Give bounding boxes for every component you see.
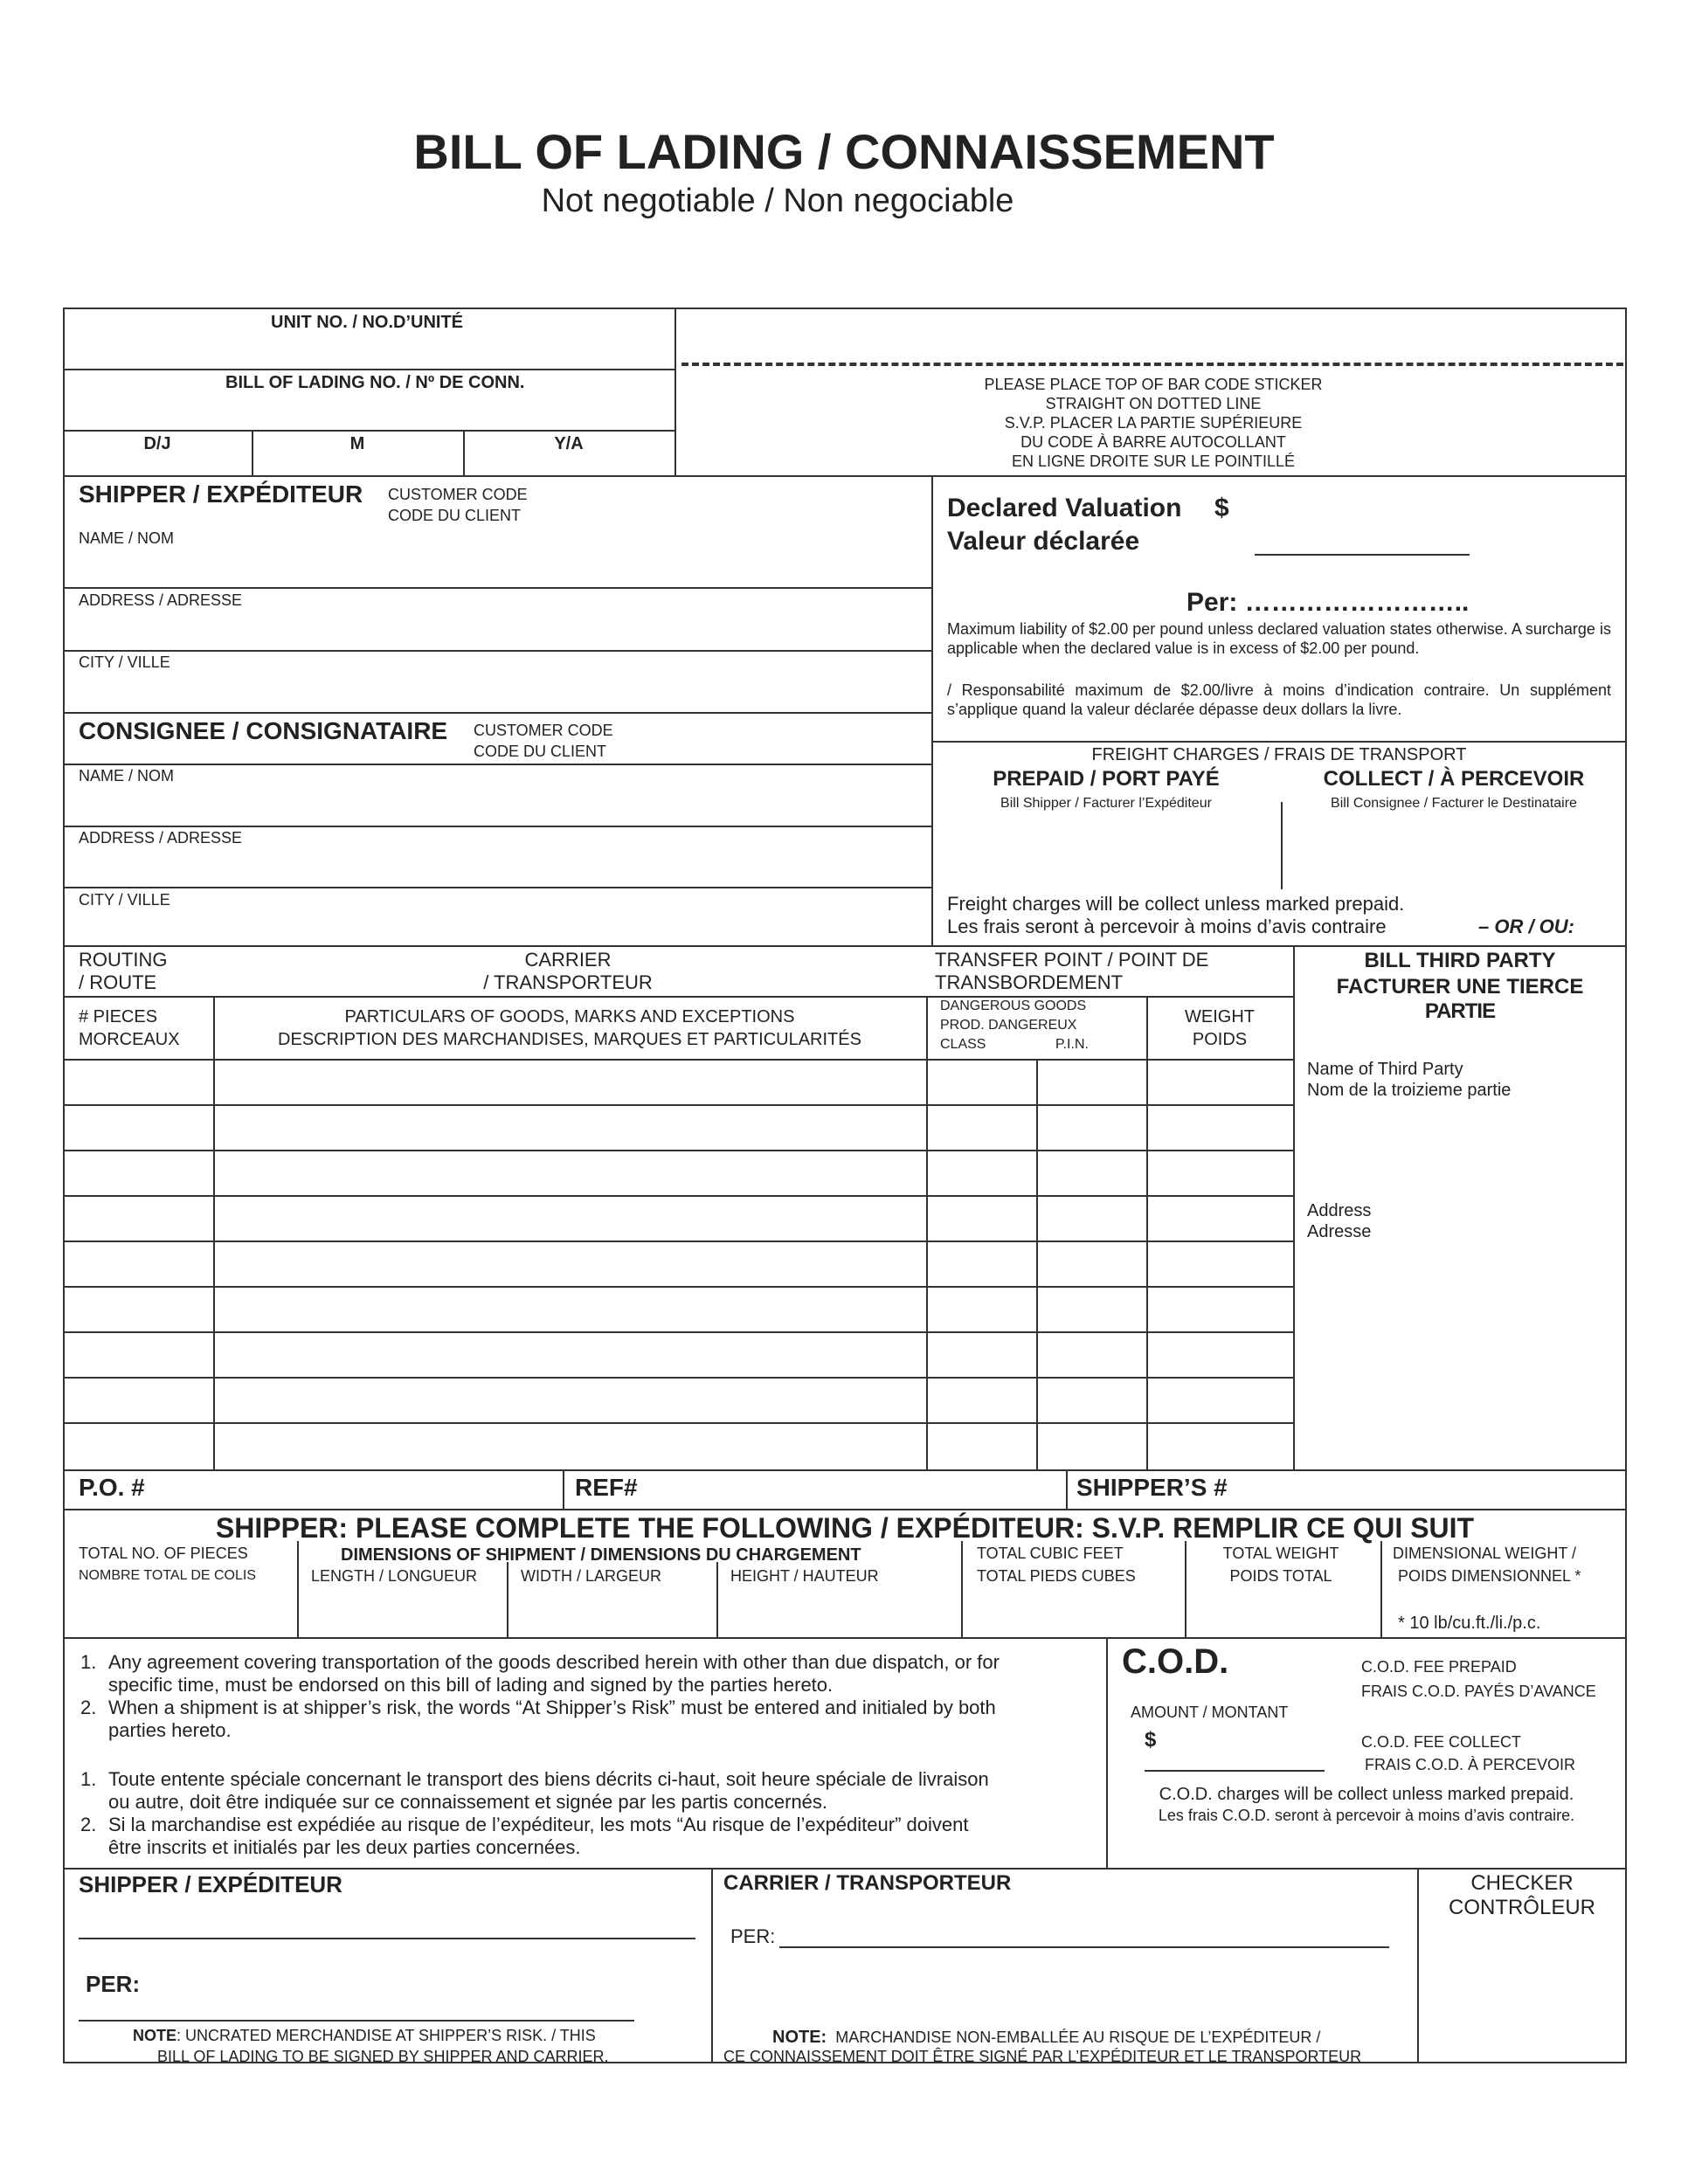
cod-note-fr: Les frais C.O.D. seront à percevoir à moins d’avis contraire. [1158, 1807, 1575, 1824]
valuation-per: Per: …………………….. [1186, 588, 1470, 617]
class-header: CLASS [940, 1037, 986, 1052]
consignee-customer-code-fr: CODE DU CLIENT [474, 743, 607, 760]
total-pieces-label-fr: NOMBRE TOTAL DE COLIS [79, 1568, 257, 1583]
complete-banner: SHIPPER: PLEASE COMPLETE THE FOLLOWING / EXPÉDITEUR: S.V.P. REMPLIR CE QUI SUIT [215, 1512, 1475, 1544]
sig-shipper-field[interactable] [79, 1903, 695, 1936]
shippers-no-field[interactable] [1251, 1473, 1622, 1506]
sig-carrier-per: PER: [730, 1925, 776, 1947]
freight-prepaid-sub: Bill Shipper / Facturer l’Expéditeur [1000, 796, 1212, 811]
page-title: BILL OF LADING / CONNAISSEMENT [413, 124, 1275, 179]
terms-en-2b: parties hereto. [108, 1719, 232, 1741]
total-pieces-field[interactable] [70, 1590, 292, 1634]
dim-weight-note: * 10 lb/cu.ft./li./p.c. [1398, 1614, 1541, 1633]
consignee-address-label: ADDRESS / ADRESSE [79, 829, 243, 847]
po-label: P.O. # [79, 1474, 145, 1501]
freight-collect-box[interactable] [1286, 819, 1622, 884]
cubic-feet-field[interactable] [966, 1590, 1180, 1634]
cod-amount-label: AMOUNT / MONTANT [1131, 1704, 1289, 1721]
cod-title: C.O.D. [1122, 1642, 1229, 1681]
sig-note-fr-line-1 [772, 2027, 1320, 2048]
height-label: HEIGHT / HAUTEUR [730, 1567, 879, 1585]
declared-valuation-label: Declared Valuation [947, 494, 1182, 522]
declared-valuation-field[interactable] [1255, 522, 1470, 552]
ref-field[interactable] [652, 1473, 1061, 1506]
sig-shipper-line [79, 1938, 695, 1939]
total-weight-field[interactable] [1190, 1590, 1375, 1634]
barcode-line-1: PLEASE PLACE TOP OF BAR CODE STICKER [984, 376, 1323, 393]
date-day-label: D/J [143, 434, 171, 453]
consignee-title: CONSIGNEE / CONSIGNATAIRE [79, 717, 448, 744]
third-party-name-label-fr: Nom de la troizieme partie [1307, 1081, 1512, 1100]
shipper-name-label: NAME / NOM [79, 529, 175, 547]
shippers-no-label: SHIPPER’S # [1076, 1474, 1228, 1501]
barcode-line-4: DU CODE À BARRE AUTOCOLLANT [1020, 433, 1286, 451]
consignee-city-field[interactable] [70, 912, 926, 943]
sig-shipper-per: PER: [86, 1971, 141, 1997]
barcode-line-2: STRAIGHT ON DOTTED LINE [1045, 395, 1262, 412]
consignee-customer-code: CUSTOMER CODE [474, 722, 613, 739]
barcode-dotted-line [681, 363, 1623, 366]
width-label: WIDTH / LARGEUR [521, 1567, 662, 1585]
shipper-customer-code-fr: CODE DU CLIENT [388, 507, 522, 524]
dim-weight-field[interactable] [1386, 1590, 1622, 1611]
transbordement-label: TRANSBORDEMENT [935, 971, 1124, 993]
transporteur-label: / TRANSPORTEUR [483, 971, 653, 993]
checker-field[interactable] [1424, 1927, 1620, 2058]
dim-weight-label: DIMENSIONAL WEIGHT / [1393, 1545, 1577, 1562]
sig-carrier-title: CARRIER / TRANSPORTEUR [723, 1871, 1012, 1895]
freight-title: FREIGHT CHARGES / FRAIS DE TRANSPORT [1091, 745, 1467, 764]
terms-en-2a: When a shipment is at shipper’s risk, the words “At Shipper’s Risk” must be entered and initialed by both [108, 1697, 996, 1718]
cod-fee-collect: C.O.D. FEE COLLECT [1361, 1733, 1522, 1751]
date-year-label: Y/A [554, 434, 584, 453]
third-party-address-label: Address [1307, 1201, 1372, 1220]
terms-en-2-num: 2. [80, 1697, 97, 1718]
declared-valuation-dollar: $ [1214, 494, 1229, 522]
sig-shipper-title: SHIPPER / EXPÉDITEUR [79, 1871, 342, 1897]
height-field[interactable] [722, 1590, 956, 1634]
third-party-address-field[interactable] [1302, 1248, 1620, 1462]
description-header: DESCRIPTION DES MARCHANDISES, MARQUES ET PARTICULARITÉS [278, 1030, 861, 1049]
shipper-address-field[interactable] [70, 613, 926, 646]
sig-note-label: NOTE [133, 2027, 177, 2044]
prod-dangereux-header: PROD. DANGEREUX [940, 1018, 1077, 1033]
carrier-label: CARRIER [524, 949, 612, 971]
consignee-name-label: NAME / NOM [79, 767, 175, 784]
cubic-feet-label: TOTAL CUBIC FEET [977, 1545, 1124, 1562]
particulars-header: PARTICULARS OF GOODS, MARKS AND EXCEPTIONS [344, 1007, 795, 1026]
cubic-feet-label-fr: TOTAL PIEDS CUBES [977, 1567, 1136, 1585]
freight-prepaid-box[interactable] [944, 819, 1276, 884]
terms-fr-2a: Si la marchandise est expédiée au risque de l’expéditeur, les mots “Au risque de l’expéditeur” doivent [108, 1814, 969, 1835]
cod-note-en: C.O.D. charges will be collect unless marked prepaid. [1159, 1785, 1574, 1804]
route-label: / ROUTE [79, 971, 157, 993]
consignee-city-label: CITY / VILLE [79, 891, 170, 909]
cod-fee-prepaid: C.O.D. FEE PREPAID [1361, 1658, 1517, 1676]
freight-prepaid: PREPAID / PORT PAYÉ [993, 767, 1220, 791]
sig-note-line-1 [133, 2027, 596, 2046]
weight-header: WEIGHT [1185, 1007, 1255, 1026]
liability-en: Maximum liability of $2.00 per pound unless declared valuation states otherwise. A surcharge is applicable when the declared value is in excess of $2.00 per pound. [947, 620, 1611, 657]
transfer-point-label: TRANSFER POINT / POINT DE [935, 949, 1209, 971]
pieces-header: # PIECES [79, 1007, 158, 1026]
shipper-city-label: CITY / VILLE [79, 653, 170, 671]
sig-note-line-2: BILL OF LADING TO BE SIGNED BY SHIPPER AND CARRIER. [157, 2048, 609, 2065]
shipper-city-field[interactable] [70, 674, 926, 708]
terms-en-1b: specific time, must be endorsed on this bill of lading and signed by the parties hereto. [108, 1674, 834, 1696]
sig-carrier-field[interactable] [779, 1918, 1389, 1945]
goods-table-rows[interactable] [66, 1062, 1290, 1466]
consignee-address-field[interactable] [70, 850, 926, 883]
third-party-title-1: BILL THIRD PARTY [1364, 949, 1556, 972]
dangerous-goods-header: DANGEROUS GOODS [940, 999, 1087, 1013]
consignee-name-field[interactable] [70, 788, 926, 821]
barcode-line-3: S.V.P. PLACER LA PARTIE SUPÉRIEURE [1004, 414, 1303, 432]
terms-fr-1-num: 1. [80, 1768, 97, 1790]
cod-fee-collect-fr: FRAIS C.O.D. À PERCEVOIR [1365, 1756, 1576, 1773]
pin-header: P.I.N. [1055, 1037, 1089, 1052]
declared-valuation-line [1255, 554, 1470, 556]
third-party-name-field[interactable] [1302, 1106, 1620, 1202]
morceaux-header: MORCEAUX [79, 1030, 180, 1049]
third-party-name-label: Name of Third Party [1307, 1060, 1463, 1079]
bol-no-field[interactable] [70, 395, 664, 426]
length-label: LENGTH / LONGUEUR [311, 1567, 478, 1585]
sig-carrier-line [779, 1946, 1389, 1948]
declared-valuation-label-fr: Valeur déclarée [947, 527, 1140, 556]
sig-shipper-per-line [79, 2020, 634, 2022]
freight-note-en: Freight charges will be collect unless marked prepaid. [947, 893, 1405, 915]
cod-amount-line [1145, 1770, 1325, 1772]
terms-en-1a: Any agreement covering transportation of the goods described herein with other than due dispatch, or for [108, 1651, 1000, 1673]
cod-amount-field[interactable] [1167, 1728, 1325, 1766]
shipper-address-label: ADDRESS / ADRESSE [79, 591, 243, 609]
freight-collect: COLLECT / À PERCEVOIR [1323, 767, 1585, 791]
dim-weight-label-fr: POIDS DIMENSIONNEL * [1398, 1567, 1581, 1585]
sig-note-fr-text-1: MARCHANDISE NON-EMBALLÉE AU RISQUE DE L’EXPÉDITEUR / [835, 2028, 1321, 2046]
terms-fr-1b: ou autre, doit être indiquée sur ce connaissement et signée par les partis concernés. [108, 1791, 828, 1813]
shipper-title: SHIPPER / EXPÉDITEUR [79, 480, 363, 508]
width-field[interactable] [512, 1590, 711, 1634]
poids-header: POIDS [1192, 1030, 1248, 1049]
checker-label: CHECKER [1470, 1871, 1574, 1895]
cod-fee-prepaid-fr: FRAIS C.O.D. PAYÉS D’AVANCE [1361, 1683, 1596, 1700]
sig-note-fr-line-2: CE CONNAISSEMENT DOIT ÊTRE SIGNÉ PAR L’EXPÉDITEUR ET LE TRANSPORTEUR [723, 2048, 1362, 2065]
total-weight-label: TOTAL WEIGHT [1222, 1545, 1339, 1562]
length-field[interactable] [302, 1590, 502, 1634]
freight-collect-sub: Bill Consignee / Facturer le Destinataire [1331, 796, 1577, 811]
bol-no-label: BILL OF LADING NO. / Nº DE CONN. [225, 373, 525, 392]
shipper-customer-code: CUSTOMER CODE [388, 486, 528, 503]
terms-fr-2-num: 2. [80, 1814, 97, 1835]
controleur-label: CONTRÔLEUR [1448, 1896, 1595, 1919]
dimensions-label: DIMENSIONS OF SHIPMENT / DIMENSIONS DU CHARGEMENT [341, 1545, 861, 1565]
freight-note-fr: Les frais seront à percevoir à moins d’avis contraire [947, 916, 1387, 937]
freight-or: – OR / OU: [1478, 916, 1575, 937]
sig-note-fr-label: NOTE: [772, 2028, 827, 2047]
third-party-address-label-fr: Adresse [1307, 1222, 1372, 1241]
sig-shipper-per-field[interactable] [79, 1995, 634, 2018]
ref-label: REF# [575, 1474, 638, 1501]
unit-no-label: UNIT NO. / NO.D’UNITÉ [271, 313, 463, 332]
unit-no-field[interactable] [70, 334, 664, 365]
shipper-name-field[interactable] [70, 550, 926, 584]
terms-fr-2b: être inscrits et initialés par les deux parties concernées. [108, 1836, 581, 1858]
page-subtitle: Not negotiable / Non negociable [541, 183, 1014, 219]
po-field[interactable] [166, 1473, 557, 1506]
barcode-line-5: EN LIGNE DROITE SUR LE POINTILLÉ [1011, 453, 1296, 470]
third-party-title-3: PARTIE [1424, 999, 1496, 1023]
routing-label: ROUTING [79, 949, 168, 971]
terms-fr-1a: Toute entente spéciale concernant le transport des biens décrits ci-haut, soit heure spéciale de livraison [108, 1768, 989, 1790]
sig-note-text-1: : UNCRATED MERCHANDISE AT SHIPPER’S RISK. / THIS [176, 2027, 596, 2044]
third-party-title-2: FACTURER UNE TIERCE [1336, 975, 1584, 999]
total-pieces-label: TOTAL NO. OF PIECES [79, 1545, 248, 1562]
liability-fr: / Responsabilité maximum de $2.00/livre à moins d’indication contraire. Un supplément s’applique quand la valeur déclarée dépasse deux dollars la livre. [947, 681, 1611, 718]
cod-dollar: $ [1145, 1728, 1157, 1752]
date-month-label: M [349, 434, 365, 453]
terms-en-1-num: 1. [80, 1651, 97, 1673]
total-weight-label-fr: POIDS TOTAL [1229, 1567, 1332, 1585]
